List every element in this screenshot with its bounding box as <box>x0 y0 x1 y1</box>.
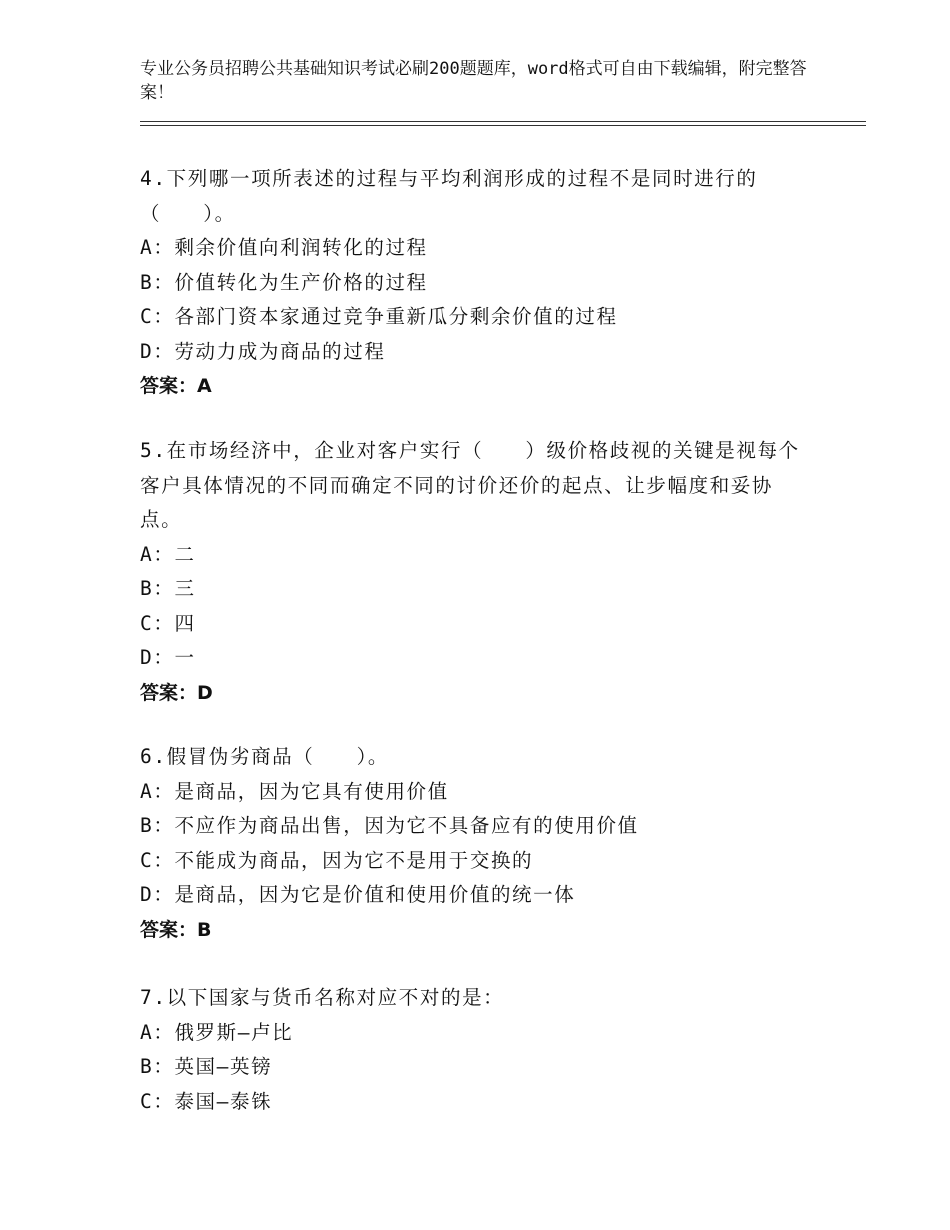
header-divider-top <box>140 121 866 122</box>
question-stem: 5.在市场经济中，企业对客户实行（ ）级价格歧视的关键是视每个客户具体情况的不同而确定不同的讨价还价的起点、让步幅度和妥协点。 <box>140 439 800 531</box>
option-b: B：三 <box>140 577 196 600</box>
question-5 <box>140 434 800 710</box>
question-stem: 4.下列哪一项所表述的过程与平均利润形成的过程不是同时进行的（ ）。 <box>140 167 758 225</box>
option-b: B：英国—英镑 <box>140 1055 273 1078</box>
answer-line: 答案：B <box>140 918 212 941</box>
option-a: A：二 <box>140 542 196 566</box>
option-b: B：价值转化为生产价格的过程 <box>140 270 428 294</box>
option-c: C：泰国—泰铢 <box>140 1089 273 1113</box>
option-a: A：是商品，因为它具有使用价值 <box>140 779 449 803</box>
question-stem: 6.假冒伪劣商品（ ）。 <box>140 745 390 768</box>
option-a: A：俄罗斯—卢比 <box>140 1020 294 1044</box>
header-divider-bottom <box>140 125 866 126</box>
question-4 <box>140 162 800 403</box>
option-c: C：不能成为商品，因为它不是用于交换的 <box>140 848 534 872</box>
option-c: C：四 <box>140 611 196 635</box>
option-d: D：是商品，因为它是价值和使用价值的统一体 <box>140 883 576 906</box>
option-c: C：各部门资本家通过竞争重新瓜分剩余价值的过程 <box>140 305 618 328</box>
document-header: 专业公务员招聘公共基础知识考试必刷200题题库，word格式可自由下载编辑，附完整答案！ <box>140 59 807 103</box>
question-stem: 7.以下国家与货币名称对应不对的是： <box>140 986 505 1009</box>
option-b: B：不应作为商品出售，因为它不具备应有的使用价值 <box>140 814 639 837</box>
answer-line: 答案：D <box>140 681 213 704</box>
option-d: D：一 <box>140 646 196 669</box>
question-7 <box>140 981 800 1119</box>
option-a: A：剩余价值向利润转化的过程 <box>140 236 428 259</box>
option-d: D：劳动力成为商品的过程 <box>140 339 386 363</box>
answer-line: 答案：A <box>140 375 212 397</box>
question-6 <box>140 740 800 947</box>
